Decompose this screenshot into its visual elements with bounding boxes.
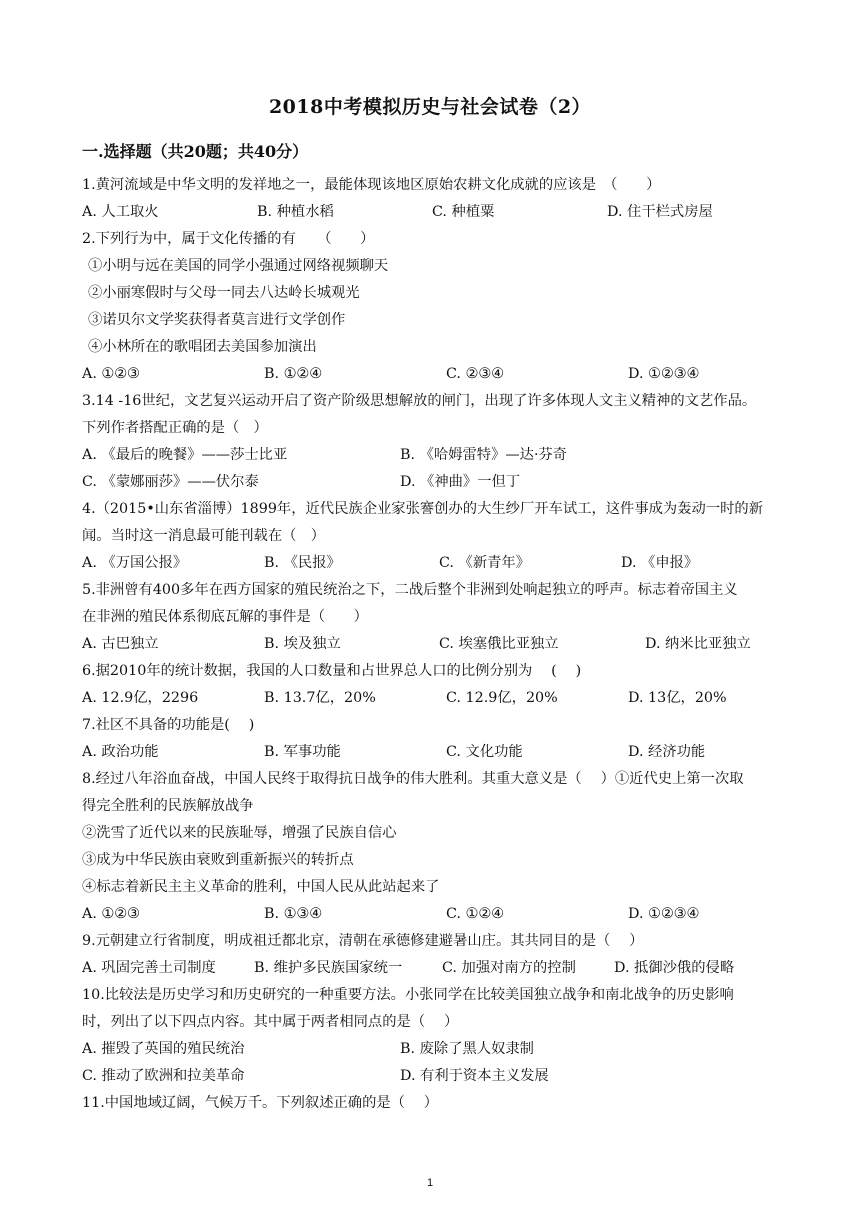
page-title: 2018中考模拟历史与社会试卷（2）	[268, 96, 592, 118]
question-10-options-row-2	[82, 1063, 782, 1090]
question-10-stem-line-1: 10.比较法是历史学习和历史研究的一种重要方法。小张同学在比较美国独立战争和南北战争的历史影响	[82, 987, 734, 1003]
question-8-option-b: B. ①③④	[264, 906, 323, 922]
question-2-options	[82, 361, 782, 388]
question-7-options	[82, 739, 782, 766]
question-2-option-b: B. ①②④	[264, 366, 323, 382]
question-9-option-c: C. 加强对南方的控制	[442, 960, 576, 976]
question-4-stem-line-2: 闻。当时这一消息最可能刊载在（ ）	[82, 528, 326, 544]
question-5-option-d: D. 纳米比亚独立	[645, 636, 751, 652]
question-8-item-4: ④标志着新民主主义革命的胜利，中国人民从此站起来了	[82, 879, 440, 895]
question-10-option-d: D. 有利于资本主义发展	[400, 1068, 549, 1084]
question-4-option-d: D. 《申报》	[621, 555, 699, 571]
question-5-option-a: A. 古巴独立	[82, 636, 159, 652]
question-8-option-d: D. ①②③④	[628, 906, 700, 922]
question-8-options	[82, 901, 782, 928]
page-number: 1	[426, 1177, 434, 1189]
question-2-option-c: C. ②③④	[446, 366, 504, 382]
question-5-option-b: B. 埃及独立	[264, 636, 341, 652]
question-4-option-a: A. 《万国公报》	[82, 555, 188, 571]
question-1-option-d: D. 住干栏式房屋	[607, 204, 713, 220]
question-3-option-b: B. 《哈姆雷特》—达·芬奇	[400, 447, 568, 463]
question-2-stem: 2.下列行为中，属于文化传播的有 （ ）	[82, 231, 375, 247]
question-3-option-a: A. 《最后的晚餐》——莎士比亚	[82, 447, 288, 463]
question-9-options	[82, 955, 782, 982]
question-10-option-a: A. 摧毁了英国的殖民统治	[82, 1041, 245, 1057]
question-8-option-a: A. ①②③	[82, 906, 140, 922]
question-2-option-a: A. ①②③	[82, 366, 140, 382]
question-7-option-b: B. 军事功能	[264, 744, 341, 760]
question-5-stem-line-2: 在非洲的殖民体系彻底瓦解的事件是（ ）	[82, 609, 368, 625]
question-10-option-c: C. 推动了欧洲和拉美革命	[82, 1068, 245, 1084]
question-6-option-d: D. 13亿，20%	[628, 690, 727, 706]
question-1-option-a: A. 人工取火	[82, 204, 159, 220]
question-3-option-d: D. 《神曲》一但丁	[400, 474, 521, 490]
question-5-option-c: C. 埃塞俄比亚独立	[439, 636, 559, 652]
question-6-options	[82, 685, 782, 712]
question-7-option-d: D. 经济功能	[628, 744, 706, 760]
question-4-option-c: C. 《新青年》	[439, 555, 531, 571]
question-6-option-a: A. 12.9亿，2296	[82, 690, 199, 706]
question-6-stem: 6.据2010年的统计数据，我国的人口数量和占世界总人口的比例分别为 ( )	[82, 663, 582, 679]
question-1-options	[82, 199, 782, 226]
question-8-option-c: C. ①②④	[446, 906, 504, 922]
question-9-option-b: B. 维护多民族国家统一	[254, 960, 403, 976]
question-10-option-b: B. 废除了黑人奴隶制	[400, 1041, 534, 1057]
question-2-option-d: D. ①②③④	[628, 366, 700, 382]
question-9-stem: 9.元朝建立行省制度，明成祖迁都北京，清朝在承德修建避暑山庄。其共同目的是（ ）	[82, 933, 644, 949]
question-7-stem: 7.社区不具备的功能是( )	[82, 717, 255, 733]
question-1-option-c: C. 种植粟	[432, 204, 495, 220]
question-1-option-b: B. 种植水稻	[257, 204, 334, 220]
question-2-item-4: ④小林所在的歌唱团去美国参加演出	[88, 339, 317, 355]
question-4-options	[82, 550, 782, 577]
question-4-option-b: B. 《民报》	[264, 555, 341, 571]
question-5-stem-line-1: 5.非洲曾有400多年在西方国家的殖民统治之下，二战后整个非洲到处响起独立的呼声。标志着帝国主义	[82, 582, 738, 598]
question-8-stem-line-1: 8.经过八年浴血奋战，中国人民终于取得抗日战争的伟大胜利。其重大意义是（ ）①近代史上第一次取	[82, 771, 744, 787]
question-9-option-d: D. 抵御沙俄的侵略	[614, 960, 735, 976]
question-3-option-c: C. 《蒙娜丽莎》——伏尔泰	[82, 474, 259, 490]
question-2-item-1: ①小明与远在美国的同学小强通过网络视频聊天	[88, 258, 389, 274]
question-8-item-2: ②洗雪了近代以来的民族耻辱，增强了民族自信心	[82, 825, 397, 841]
question-10-stem-line-2: 时，列出了以下四点内容。其中属于两者相同点的是（ ）	[82, 1014, 459, 1030]
question-10-options-row-1	[82, 1036, 782, 1063]
question-8-stem-line-2: 得完全胜利的民族解放战争	[82, 798, 254, 814]
question-4-stem-line-1: 4.（2015•山东省淄博）1899年，近代民族企业家张謇创办的大生纱厂开车试工，这件事成为轰动一时的新	[82, 501, 764, 517]
question-6-option-c: C. 12.9亿，20%	[446, 690, 558, 706]
question-8-item-3: ③成为中华民族由衰败到重新振兴的转折点	[82, 852, 354, 868]
question-3-stem-line-2: 下列作者搭配正确的是（ ）	[82, 420, 268, 436]
question-1-stem: 1.黄河流域是中华文明的发祥地之一，最能体现该地区原始农耕文化成就的应该是 （ ）	[82, 177, 661, 193]
question-6-option-b: B. 13.7亿，20%	[264, 690, 376, 706]
question-3-options-row-2	[82, 469, 782, 496]
question-2-item-2: ②小丽寒假时与父母一同去八达岭长城观光	[88, 285, 360, 301]
question-7-option-c: C. 文化功能	[446, 744, 523, 760]
question-7-option-a: A. 政治功能	[82, 744, 159, 760]
question-11-stem: 11.中国地域辽阔，气候万千。下列叙述正确的是（ ）	[82, 1095, 439, 1111]
question-9-option-a: A. 巩固完善土司制度	[82, 960, 216, 976]
question-3-stem-line-1: 3.14 -16世纪，文艺复兴运动开启了资产阶级思想解放的闸门，出现了许多体现人文主义精神的文艺作品。	[82, 393, 757, 409]
section-heading: 一.选择题（共20题；共40分）	[82, 142, 309, 161]
question-list	[82, 172, 782, 1117]
question-2-item-3: ③诺贝尔文学奖获得者莫言进行文学创作	[88, 312, 346, 328]
question-5-options	[82, 631, 782, 658]
question-3-options-row-1	[82, 442, 782, 469]
